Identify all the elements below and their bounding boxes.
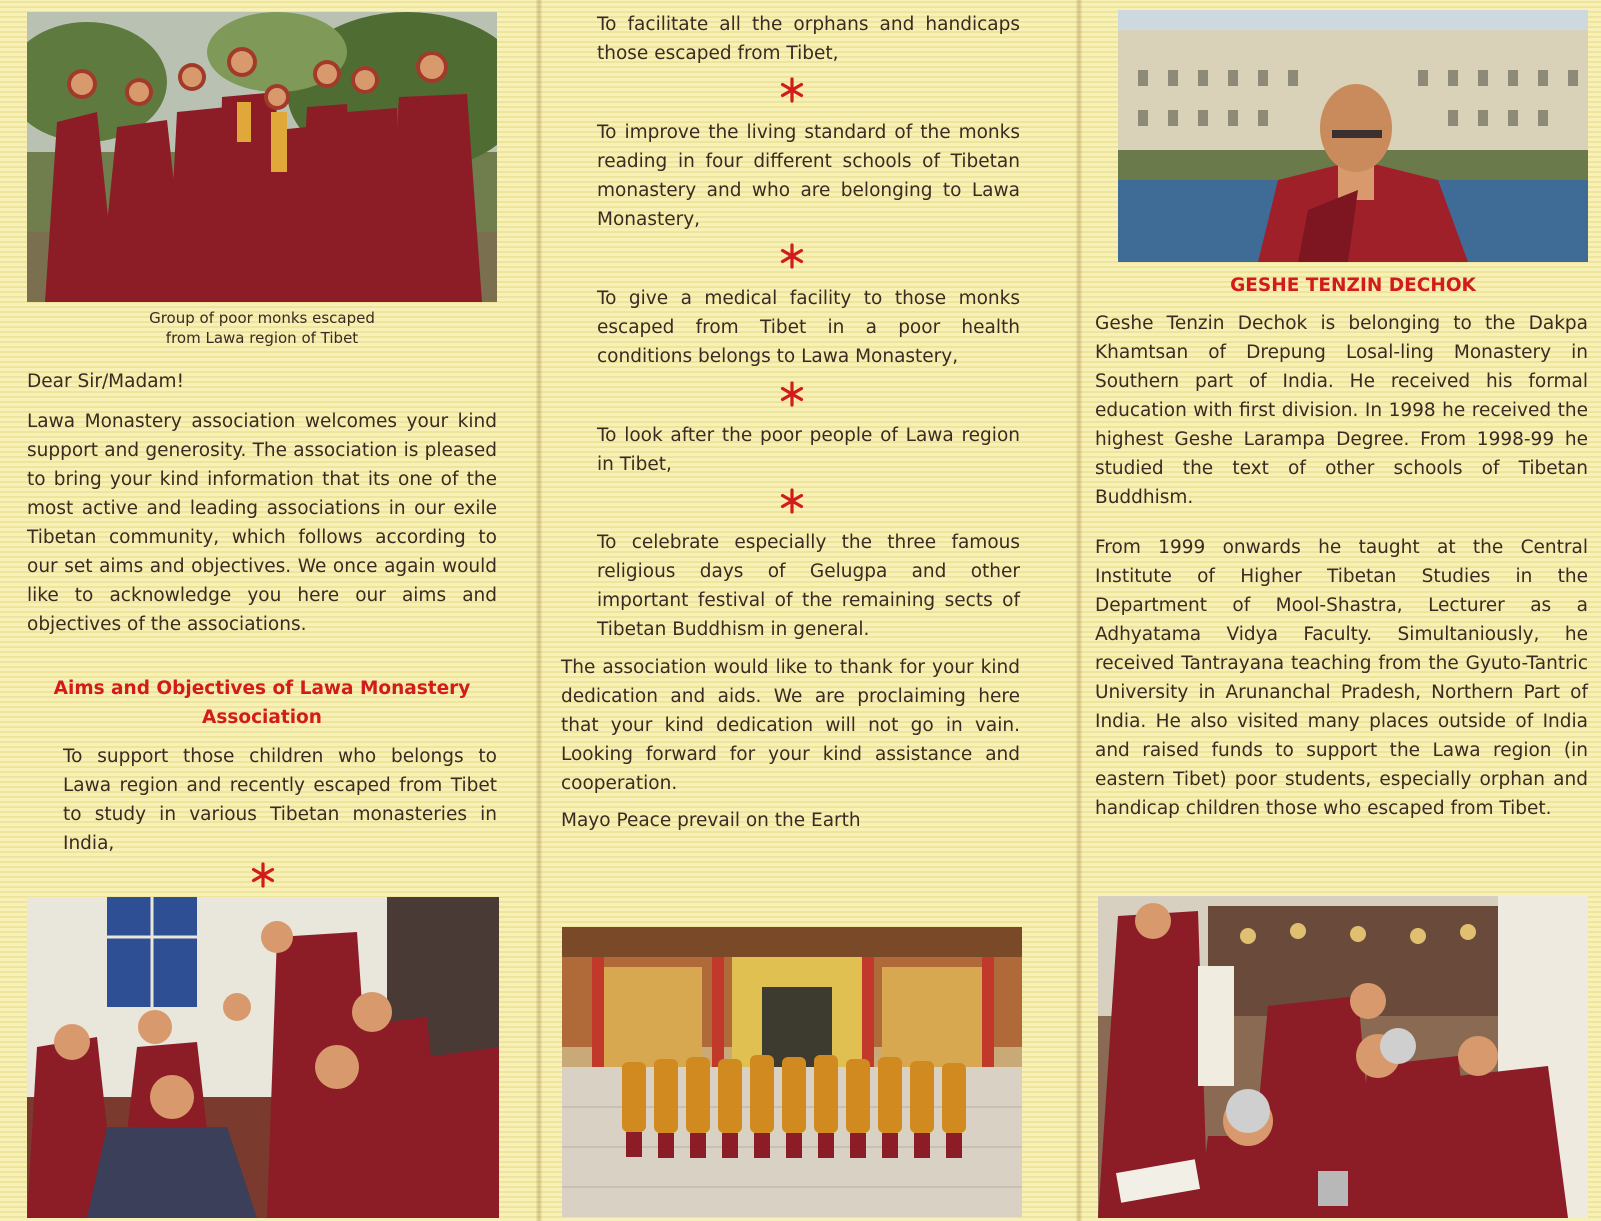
aims-heading-line-1: Aims and Objectives of Lawa Monastery: [53, 678, 471, 699]
bio-paragraph-1: Geshe Tenzin Dechok is belonging to the Dakpa Khamtsan of Drepung Losal-ling Monastery in Southern part of India. He received his formal education with first division. In 1998 he received the highest Geshe Larampa Degree. From 1998-99 he studied the text of other schools of Tibetan Buddhism.: [1095, 313, 1588, 508]
greeting: Dear Sir/Madam!: [27, 371, 184, 392]
fold-line-left: [536, 0, 542, 1221]
name-heading: GESHE TENZIN DECHOK: [1230, 275, 1476, 296]
aim-item-3: To improve the living standard of the monks reading in four different schools of Tibetan monastery and who are belonging to Lawa Monastery,: [597, 122, 1020, 230]
aims-heading-line-2: Association: [202, 707, 322, 728]
asterisk-bullet-icon: [250, 862, 276, 888]
photo-monastery-courtyard: [562, 927, 1022, 1217]
panel-right: [1095, 0, 1601, 1221]
caption-line-1: Group of poor monks escaped: [149, 309, 375, 327]
asterisk-bullet-icon: [779, 381, 805, 407]
asterisk-bullet-icon: [779, 77, 805, 103]
closing-paragraph: The association would like to thank for your kind dedication and aids. We are proclaiming here that your kind dedication will not go in vain. Looking forward for your kind assistance and cooperation.: [561, 657, 1020, 794]
photo-group-of-monks: [27, 12, 497, 302]
asterisk-bullet-icon: [779, 243, 805, 269]
asterisk-bullet-icon: [779, 488, 805, 514]
intro-paragraph: Lawa Monastery association welcomes your kind support and generosity. The association is pleased to bring your kind information that its one of the most active and leading associations in our exile Tibetan community, which follows according to our set aims and objectives. We once again would like to acknowledge you here our aims and objectives of the associations.: [27, 411, 497, 635]
panel-left: [0, 0, 530, 1221]
aim-item-1: To support those children who belongs to Lawa region and recently escaped from Tibet to study in various Tibetan monasteries in India,: [63, 746, 497, 854]
motto: Mayo Peace prevail on the Earth: [561, 810, 861, 831]
fold-line-right: [1076, 0, 1082, 1221]
aim-item-5: To look after the poor people of Lawa region in Tibet,: [597, 425, 1020, 475]
panel-middle: [548, 0, 1068, 1221]
photo-caption: [27, 308, 497, 348]
aims-heading: [27, 674, 497, 732]
photo-geshe-tenzin-dechok: [1118, 10, 1588, 262]
bio-paragraph-2: From 1999 onwards he taught at the Central Institute of Higher Tibetan Studies in the Department of Mool-Shastra, Lecturer as a Adhyatama Vidya Faculty. Simultaniously, he received Tantrayana teaching from the Gyuto-Tantric University in Arunanchal Pradesh, Northern Part of India. He also visited many places outside of India and raised funds to support the Lawa region (in eastern Tibet) poor students, especially orphan and handicap children those who escaped from Tibet.: [1095, 537, 1588, 819]
aim-item-6: To celebrate especially the three famous religious days of Gelugpa and other important festival of the remaining sects of Tibetan Buddhism in general.: [597, 532, 1020, 640]
aim-item-4: To give a medical facility to those monks escaped from Tibet in a poor health conditions belongs to Lawa Monastery,: [597, 288, 1020, 367]
photo-monks-studying: [27, 897, 499, 1218]
caption-line-2: from Lawa region of Tibet: [165, 329, 359, 347]
photo-ritual-ceremony: [1098, 896, 1588, 1218]
aim-item-2: To facilitate all the orphans and handicaps those escaped from Tibet,: [597, 14, 1020, 64]
